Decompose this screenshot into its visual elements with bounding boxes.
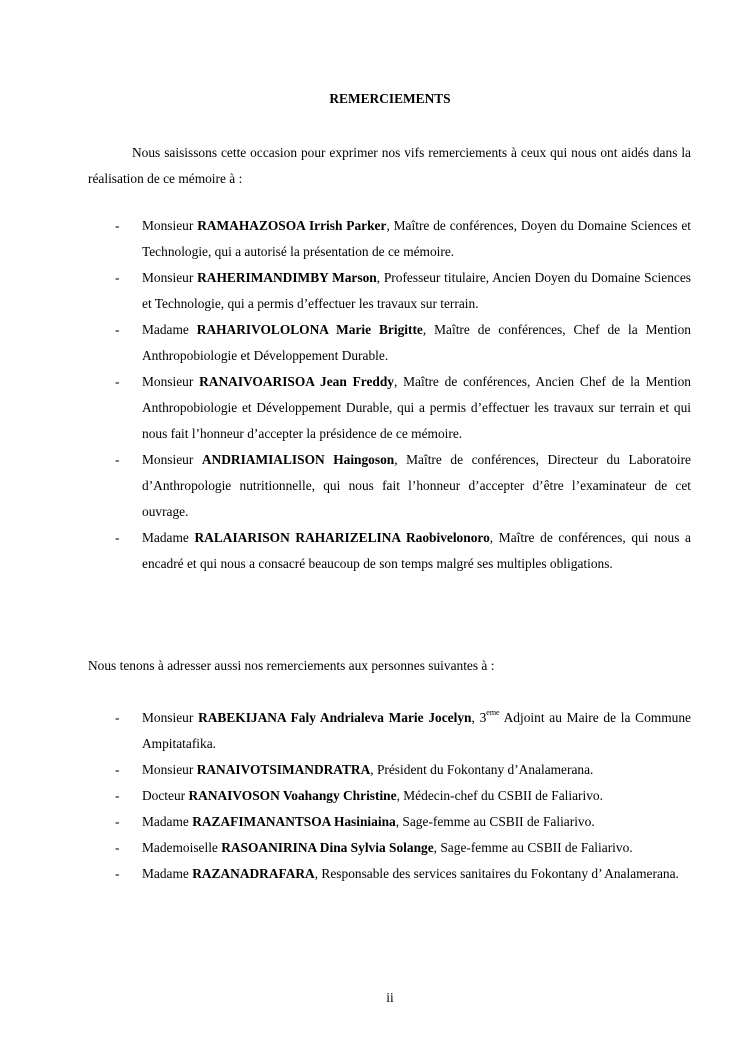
- ordinal-superscript: eme: [486, 707, 500, 717]
- list-item: [88, 757, 691, 783]
- person-name: RAZAFIMANANTSOA Hasiniaina: [192, 814, 396, 829]
- section-paragraph: Nous tenons à adresser aussi nos remerciements aux personnes suivantes à :: [88, 658, 495, 673]
- page-number: ii: [386, 990, 394, 1005]
- person-description: , Responsable des services sanitaires du Fokontany d’ Analamerana.: [314, 866, 679, 881]
- person-title: Madame: [142, 322, 189, 337]
- person-title: Madame: [142, 866, 189, 881]
- person-name: ANDRIAMIALISON Haingoson: [201, 452, 395, 467]
- person-title: Monsieur: [142, 710, 194, 725]
- bullet-dash: -: [115, 866, 120, 881]
- list-item: [88, 861, 691, 887]
- person-title: Monsieur: [142, 218, 194, 233]
- list-item: [88, 783, 691, 809]
- list-item: [88, 525, 691, 577]
- bullet-dash: -: [115, 322, 120, 337]
- person-description: , Maître de conférences, qui nous a encadré et qui nous a consacré beaucoup de son temps malgré ses multiples obligations.: [142, 530, 691, 571]
- bullet-dash: -: [115, 840, 120, 855]
- list-item: [88, 317, 691, 369]
- bullet-dash: -: [115, 374, 120, 389]
- person-title: Monsieur: [142, 452, 194, 467]
- acknowledgement-list-primary: [88, 213, 691, 577]
- person-description: , Professeur titulaire, Ancien Doyen du Domaine Sciences et Technologie, qui a permis d’effectuer les travaux sur terrain.: [142, 270, 692, 311]
- acknowledgement-list-secondary: [88, 705, 691, 887]
- person-description: , Maître de conférences, Directeur du Laboratoire d’Anthropologie nutritionnelle, qui nous fait l’honneur d’accepter d’être l’examinateur de cet ouvrage.: [142, 452, 691, 519]
- bullet-dash: -: [115, 788, 120, 803]
- bullet-dash: -: [115, 814, 120, 829]
- bullet-dash: -: [115, 452, 120, 467]
- person-title: Monsieur: [142, 270, 194, 285]
- list-item: [88, 705, 691, 757]
- person-name: RABEKIJANA Faly Andrialeva Marie Jocelyn: [198, 710, 472, 725]
- person-name: RAMAHAZOSOA Irrish Parker: [197, 218, 387, 233]
- person-description: , Maître de conférences, Doyen du Domaine Sciences et Technologie, qui a autorisé la présentation de ce mémoire.: [142, 218, 691, 259]
- person-description: , Sage-femme au CSBII de Faliarivo.: [433, 840, 633, 855]
- person-name: RALAIARISON RAHARIZELINA Raobivelonoro: [194, 530, 490, 545]
- intro-paragraph: Nous saisissons cette occasion pour exprimer nos vifs remerciements à ceux qui nous ont aidés dans la réalisation de ce mémoire à :: [88, 145, 691, 186]
- bullet-dash: -: [115, 530, 120, 545]
- list-item: [88, 213, 691, 265]
- bullet-dash: -: [115, 270, 120, 285]
- person-title: Mademoiselle: [142, 840, 218, 855]
- bullet-dash: -: [115, 762, 120, 777]
- person-name: RANAIVOARISOA Jean Freddy: [199, 374, 394, 389]
- list-item: [88, 447, 691, 525]
- person-title: Monsieur: [142, 762, 194, 777]
- person-description: , Médecin-chef du CSBII de Faliarivo.: [396, 788, 603, 803]
- person-title: Docteur: [142, 788, 186, 803]
- person-description: , Maître de conférences, Ancien Chef de la Mention Anthropobiologie et Développement Durable, qui a permis d’effectuer les travaux sur terrain et qui nous fait l’honneur d’accepter la présidence de ce mémoire.: [142, 374, 691, 441]
- list-item: [88, 835, 691, 861]
- list-item: [88, 265, 691, 317]
- person-name: RAHARIVOLOLONA Marie Brigitte: [196, 322, 423, 337]
- person-description: Adjoint au Maire de la Commune Ampitatafika.: [142, 710, 691, 751]
- person-name: RASOANIRINA Dina Sylvia Solange: [221, 840, 434, 855]
- list-item: [88, 369, 691, 447]
- person-description-prefix: , 3: [471, 710, 487, 725]
- person-description: , Président du Fokontany d’Analamerana.: [370, 762, 594, 777]
- person-title: Madame: [142, 530, 189, 545]
- page-title: REMERCIEMENTS: [329, 91, 451, 106]
- bullet-dash: -: [115, 218, 120, 233]
- person-name: RAHERIMANDIMBY Marson: [197, 270, 377, 285]
- person-name: RAZANADRAFARA: [192, 866, 315, 881]
- person-description: , Sage-femme au CSBII de Faliarivo.: [395, 814, 595, 829]
- person-name: RANAIVOTSIMANDRATRA: [196, 762, 371, 777]
- list-item: [88, 809, 691, 835]
- person-name: RANAIVOSON Voahangy Christine: [188, 788, 397, 803]
- bullet-dash: -: [115, 710, 120, 725]
- person-title: Madame: [142, 814, 189, 829]
- person-description: , Maître de conférences, Chef de la Mention Anthropobiologie et Développement Durable.: [142, 322, 691, 363]
- person-title: Monsieur: [142, 374, 194, 389]
